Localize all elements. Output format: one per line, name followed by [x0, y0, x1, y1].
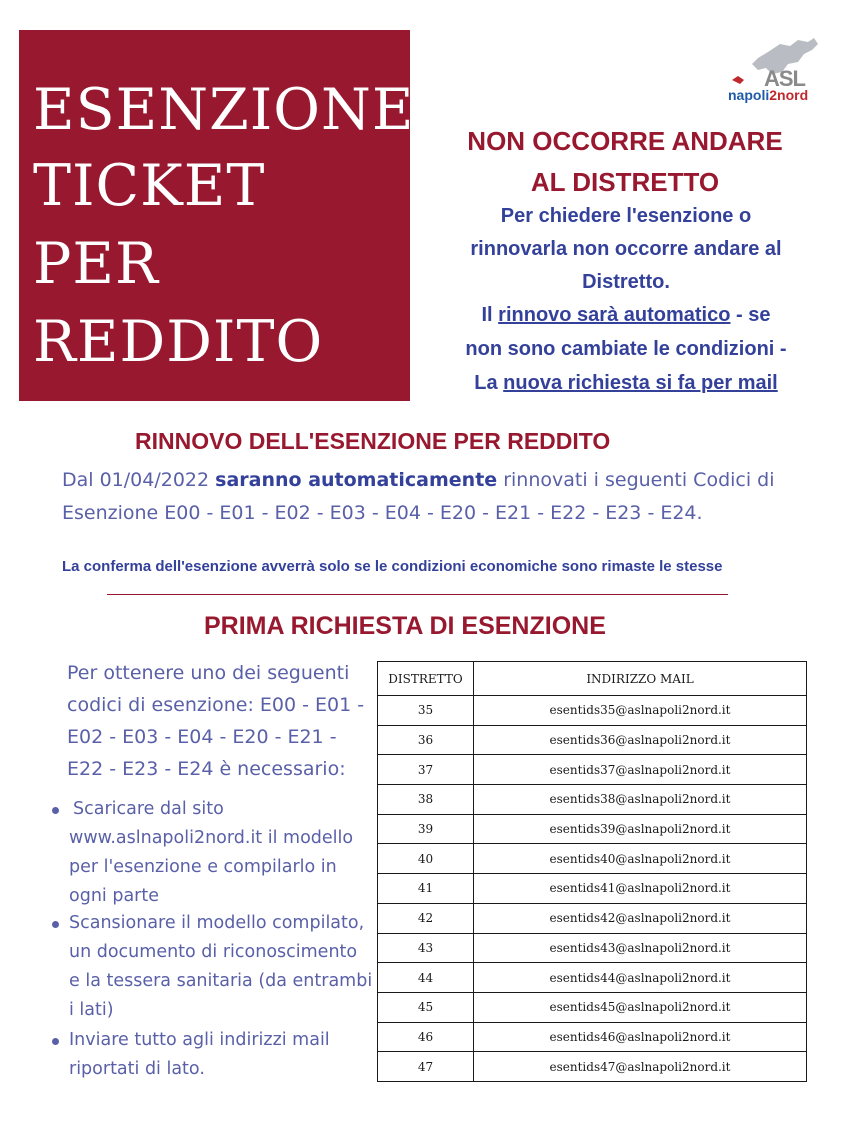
mail-address-cell: esentids46@aslnapoli2nord.it — [474, 1022, 807, 1052]
district-number-cell: 35 — [378, 696, 474, 726]
mail-address-cell: esentids45@aslnapoli2nord.it — [474, 992, 807, 1022]
mail-address-cell: esentids43@aslnapoli2nord.it — [474, 933, 807, 963]
notice-text: non sono cambiate le condizioni - — [465, 338, 787, 360]
renewal-automatic-highlight: rinnovo sarà automatico — [498, 304, 731, 326]
table-row — [378, 874, 807, 904]
table-header-cell: INDIRIZZO MAIL — [474, 662, 807, 696]
title-line: ESENZIONE — [33, 77, 415, 143]
intro-text: codici di esenzione: E00 - E01 - — [67, 694, 365, 716]
title-line: PER — [33, 231, 159, 297]
bullet-icon — [52, 921, 59, 928]
bullet-text: riportati di lato. — [69, 1059, 205, 1079]
logo-name: napoli2nord — [728, 87, 809, 103]
mail-address-cell: esentids44@aslnapoli2nord.it — [474, 963, 807, 993]
table-header-row — [378, 662, 807, 696]
intro-text: E22 - E23 - E24 è necessario: — [67, 758, 346, 780]
district-number-cell: 40 — [378, 844, 474, 874]
title-line: TICKET — [33, 153, 266, 219]
first-request-heading: PRIMA RICHIESTA DI ESENZIONE — [204, 612, 606, 640]
table-row — [378, 1022, 807, 1052]
mail-address-cell: esentids42@aslnapoli2nord.it — [474, 903, 807, 933]
bullet-icon — [52, 1038, 59, 1045]
bullet-icon — [52, 807, 59, 814]
bullet-text: Inviare tutto agli indirizzi mail — [69, 1030, 330, 1050]
bullet-text: e la tessera sanitaria (da entrambi — [69, 971, 373, 991]
district-number-cell: 37 — [378, 755, 474, 785]
district-number-cell: 45 — [378, 992, 474, 1022]
notice-text: Per chiedere l'esenzione o — [500, 205, 752, 227]
district-number-cell: 41 — [378, 874, 474, 904]
intro-text: E02 - E03 - E04 - E20 - E21 - — [67, 726, 337, 748]
mail-address-cell: esentids36@aslnapoli2nord.it — [474, 725, 807, 755]
table-row — [378, 814, 807, 844]
confirmation-note: La conferma dell'esenzione avverrà solo se le condizioni economiche sono rimaste le stesse — [62, 558, 723, 575]
table-header-cell: DISTRETTO — [378, 662, 474, 696]
bullet-text: i lati) — [69, 1000, 114, 1020]
notice-text: Distretto. — [582, 271, 670, 293]
bullet-text: un documento di riconoscimento — [69, 942, 358, 962]
notice-text: rinnovarla non occorre andare al — [470, 238, 782, 260]
table-row — [378, 725, 807, 755]
table-body — [378, 696, 807, 1082]
renewal-paragraph: Dal 01/04/2022 saranno automaticamente rinnovati i seguenti Codici di — [62, 469, 775, 491]
renewal-paragraph: Esenzione E00 - E01 - E02 - E03 - E04 - E20 - E21 - E22 - E23 - E24. — [62, 502, 703, 524]
table-row — [378, 933, 807, 963]
logo-asl-text: ASL — [764, 66, 805, 91]
district-number-cell: 43 — [378, 933, 474, 963]
district-number-cell: 36 — [378, 725, 474, 755]
bullet-text: Scaricare dal sito — [73, 799, 224, 819]
district-number-cell: 44 — [378, 963, 474, 993]
district-number-cell: 42 — [378, 903, 474, 933]
renewal-heading: RINNOVO DELL'ESENZIONE PER REDDITO — [135, 428, 611, 454]
district-mail-table — [377, 661, 807, 1082]
table-row — [378, 785, 807, 815]
notice-text: Il rinnovo sarà automatico - se — [481, 304, 771, 326]
district-number-cell: 38 — [378, 785, 474, 815]
mail-request-highlight: nuova richiesta si fa per mail — [503, 372, 778, 394]
table-row — [378, 903, 807, 933]
bullet-text: ogni parte — [69, 886, 159, 906]
mail-address-cell: esentids37@aslnapoli2nord.it — [474, 755, 807, 785]
table-row — [378, 844, 807, 874]
mail-address-cell: esentids39@aslnapoli2nord.it — [474, 814, 807, 844]
mail-address-cell: esentids38@aslnapoli2nord.it — [474, 785, 807, 815]
district-number-cell: 46 — [378, 1022, 474, 1052]
table-row — [378, 755, 807, 785]
divider — [107, 594, 728, 595]
bullet-text: www.aslnapoli2nord.it il modello — [69, 828, 354, 848]
notice-text: La nuova richiesta si fa per mail — [474, 372, 778, 394]
intro-text: Per ottenere uno dei seguenti — [67, 662, 350, 684]
mail-address-cell: esentids41@aslnapoli2nord.it — [474, 874, 807, 904]
notice-heading: AL DISTRETTO — [530, 167, 720, 197]
bullet-text: Scansionare il modello compilato, — [69, 913, 365, 933]
mail-address-cell: esentids40@aslnapoli2nord.it — [474, 844, 807, 874]
district-number-cell: 39 — [378, 814, 474, 844]
notice-heading: NON OCCORRE ANDARE — [467, 126, 783, 156]
table-row — [378, 992, 807, 1022]
table-row — [378, 1052, 807, 1082]
table-row — [378, 963, 807, 993]
district-number-cell: 47 — [378, 1052, 474, 1082]
table-row — [378, 696, 807, 726]
bullet-text: per l'esenzione e compilarlo in — [69, 857, 337, 877]
mail-address-cell: esentids35@aslnapoli2nord.it — [474, 696, 807, 726]
title-line: REDDITO — [33, 309, 324, 375]
mail-address-cell: esentids47@aslnapoli2nord.it — [474, 1052, 807, 1082]
